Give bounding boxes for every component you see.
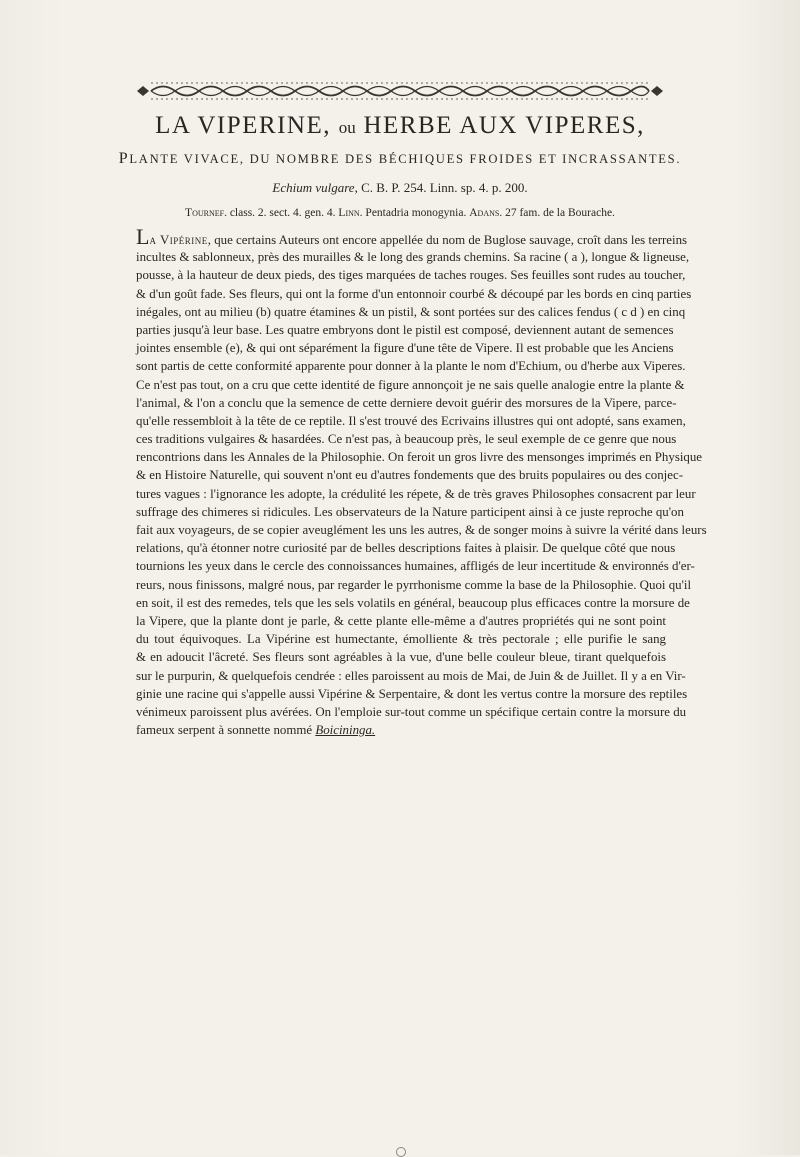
body-line: reurs, nous finissons, malgré nous, par regarder le pyrrhonisme comme la base de la Philosophie. Quoi qu'il bbox=[136, 577, 692, 592]
body-line: parties jusqu'à leur base. Les quatre embryons dont le pistil est composé, deviennent autant de semences bbox=[136, 322, 674, 337]
body-line: Ce n'est pas tout, on a cru que cette identité de figure annonçoit je ne sais quelle analogie entre la plante & bbox=[136, 377, 685, 392]
body-line: l'animal, & l'on a conclu que la semence de cette derniere devoit guérir des morsures de la Vipere, parce- bbox=[136, 395, 677, 410]
classification-author-linnaeus: Linn. bbox=[338, 207, 363, 219]
page-mark bbox=[396, 1147, 406, 1157]
title-part2: HERBE AUX VIPERES, bbox=[363, 112, 645, 139]
body-line: & en Histoire Naturelle, qui souvent n'ont eu d'autres fondements que des bruits populaires ou des conjec- bbox=[136, 468, 683, 483]
body-line-text: , que certains Auteurs ont encore appellée du nom de Buglose sauvage, croît dans les terreins bbox=[207, 233, 688, 247]
classification-text-3: 27 fam. de la Bourache. bbox=[502, 207, 615, 219]
body-line: rencontrions dans les Annales de la Philosophie. On feroit un gros livre des mensonges imprimés en Physique bbox=[136, 450, 703, 465]
classification-line bbox=[0, 207, 800, 219]
body-line: & d'un goût fade. Ses fleurs, qui ont la forme d'un entonnoir courbé & découpé par les bords en cinq parties bbox=[136, 286, 692, 301]
classification-author-adanson: Adans. bbox=[469, 207, 503, 219]
body-line: du tout équivoques. La Vipérine est humectante, émolliente & très pectorale ; elle purifie le sang bbox=[136, 632, 666, 647]
body-line: jointes ensemble (e), & qui ont séparément la figure d'une tête de Vipere. Il est probable que les Anciens bbox=[136, 341, 674, 356]
body-line: la Vipere, que la plante dont je parle, & cette plante elle-même a d'autres propriétés qui ne sont point bbox=[136, 613, 666, 628]
body-line: pousse, à la hauteur de deux pieds, des tiges marquées de taches rouges. Ses feuilles sont rudes au toucher, bbox=[136, 268, 686, 283]
synonym-reference: , C. B. P. 254. Linn. sp. 4. p. 200. bbox=[354, 180, 528, 195]
body-line: incultes & sablonneux, près des murailles & le long des grands chemins. Sa racine ( a ), longue & ligneuse, bbox=[136, 250, 690, 265]
body-line: ginie une racine qui s'appelle aussi Vipérine & Serpentaire, & dont les vertus contre la morsure des reptiles bbox=[136, 686, 688, 701]
body-line: suffrage des chimeres si ridicules. Les observateurs de la Nature participent ainsi à ce juste reproche qu'on bbox=[136, 504, 684, 519]
body-line: sont partis de cette conformité apparente pour donner à la plante le nom d'Echium, ou d'herbe aux Viperes. bbox=[136, 359, 686, 374]
serpent-name: Boicininga. bbox=[315, 723, 376, 738]
botanical-synonyms bbox=[0, 180, 800, 196]
body-line: qu'elle ressembloit à la tête de ce reptile. Il s'est trouvé des Ecrivains illustres qui ont adopté, sans examen, bbox=[136, 413, 686, 428]
page-title bbox=[0, 112, 800, 140]
body-line: tures vagues : l'ignorance les adopte, la crédulité les répete, & de très graves Philosophes consacrent par leur bbox=[136, 486, 696, 501]
body-line: en soit, il est des remedes, tels que les sels volatils en général, beaucoup plus efficaces contre la morsure de bbox=[136, 595, 690, 610]
title-part1: LA VIPERINE, bbox=[155, 112, 331, 139]
opening-small-caps: a Vipérine bbox=[149, 233, 208, 247]
body-line: relations, qu'à étonner notre curiosité par de belles descriptions faites à plaisir. De quelque côté que nous bbox=[136, 541, 676, 556]
subtitle-rest: LANTE VIVACE, DU NOMBRE DES BÉCHIQUES FROIDES ET INCRASSANTES. bbox=[129, 152, 682, 166]
body-line bbox=[136, 224, 688, 249]
classification-author-tournefort: Tournef. bbox=[185, 207, 227, 219]
classification-text-2: Pentadria monogynia. bbox=[362, 207, 470, 219]
subtitle-cap: P bbox=[118, 150, 130, 167]
classification-text-1: class. 2. sect. 4. gen. 4. bbox=[226, 207, 339, 219]
title-ou: ou bbox=[338, 118, 356, 137]
body-line-last bbox=[136, 721, 666, 739]
body-line: inégales, ont au milieu (b) quatre étamines & un pistil, & sont portées sur des calices fendus ( c d ) en cinq bbox=[136, 304, 686, 319]
drop-cap: L bbox=[136, 224, 150, 249]
plant-subtitle bbox=[0, 150, 800, 168]
body-text bbox=[136, 224, 707, 739]
last-line-prefix: fameux serpent à sonnette nommé bbox=[136, 723, 316, 738]
body-line: sur le purpurin, & quelquefois cendrée : elles paroissent au mois de Mai, de Juin & de Juillet. Il y a en Vir- bbox=[136, 668, 686, 683]
body-line: fait aux voyageurs, de se copier aveuglément les uns les autres, & de songer moins à suivre la vérité dans leurs bbox=[136, 523, 707, 537]
body-line: tournions les yeux dans le cercle des connoissances humaines, affligés de leur incertitude & environnés d'er- bbox=[136, 559, 695, 574]
body-line: & en adoucit l'âcreté. Ses fleurs sont agréables à la vue, d'une belle couleur bleue, tirant quelquefois bbox=[136, 650, 666, 665]
body-line: vénimeux paroissent plus avérées. On l'emploie sur-tout comme un spécifique certain contre la morsure du bbox=[136, 704, 687, 719]
body-line: ces traditions vulgaires & hasardées. Ce n'est pas, à beaucoup près, le seul exemple de ce genre que nous bbox=[136, 432, 677, 447]
synonym-genus: Echium vulgare bbox=[272, 180, 355, 195]
decorative-ornament-band bbox=[133, 80, 667, 102]
